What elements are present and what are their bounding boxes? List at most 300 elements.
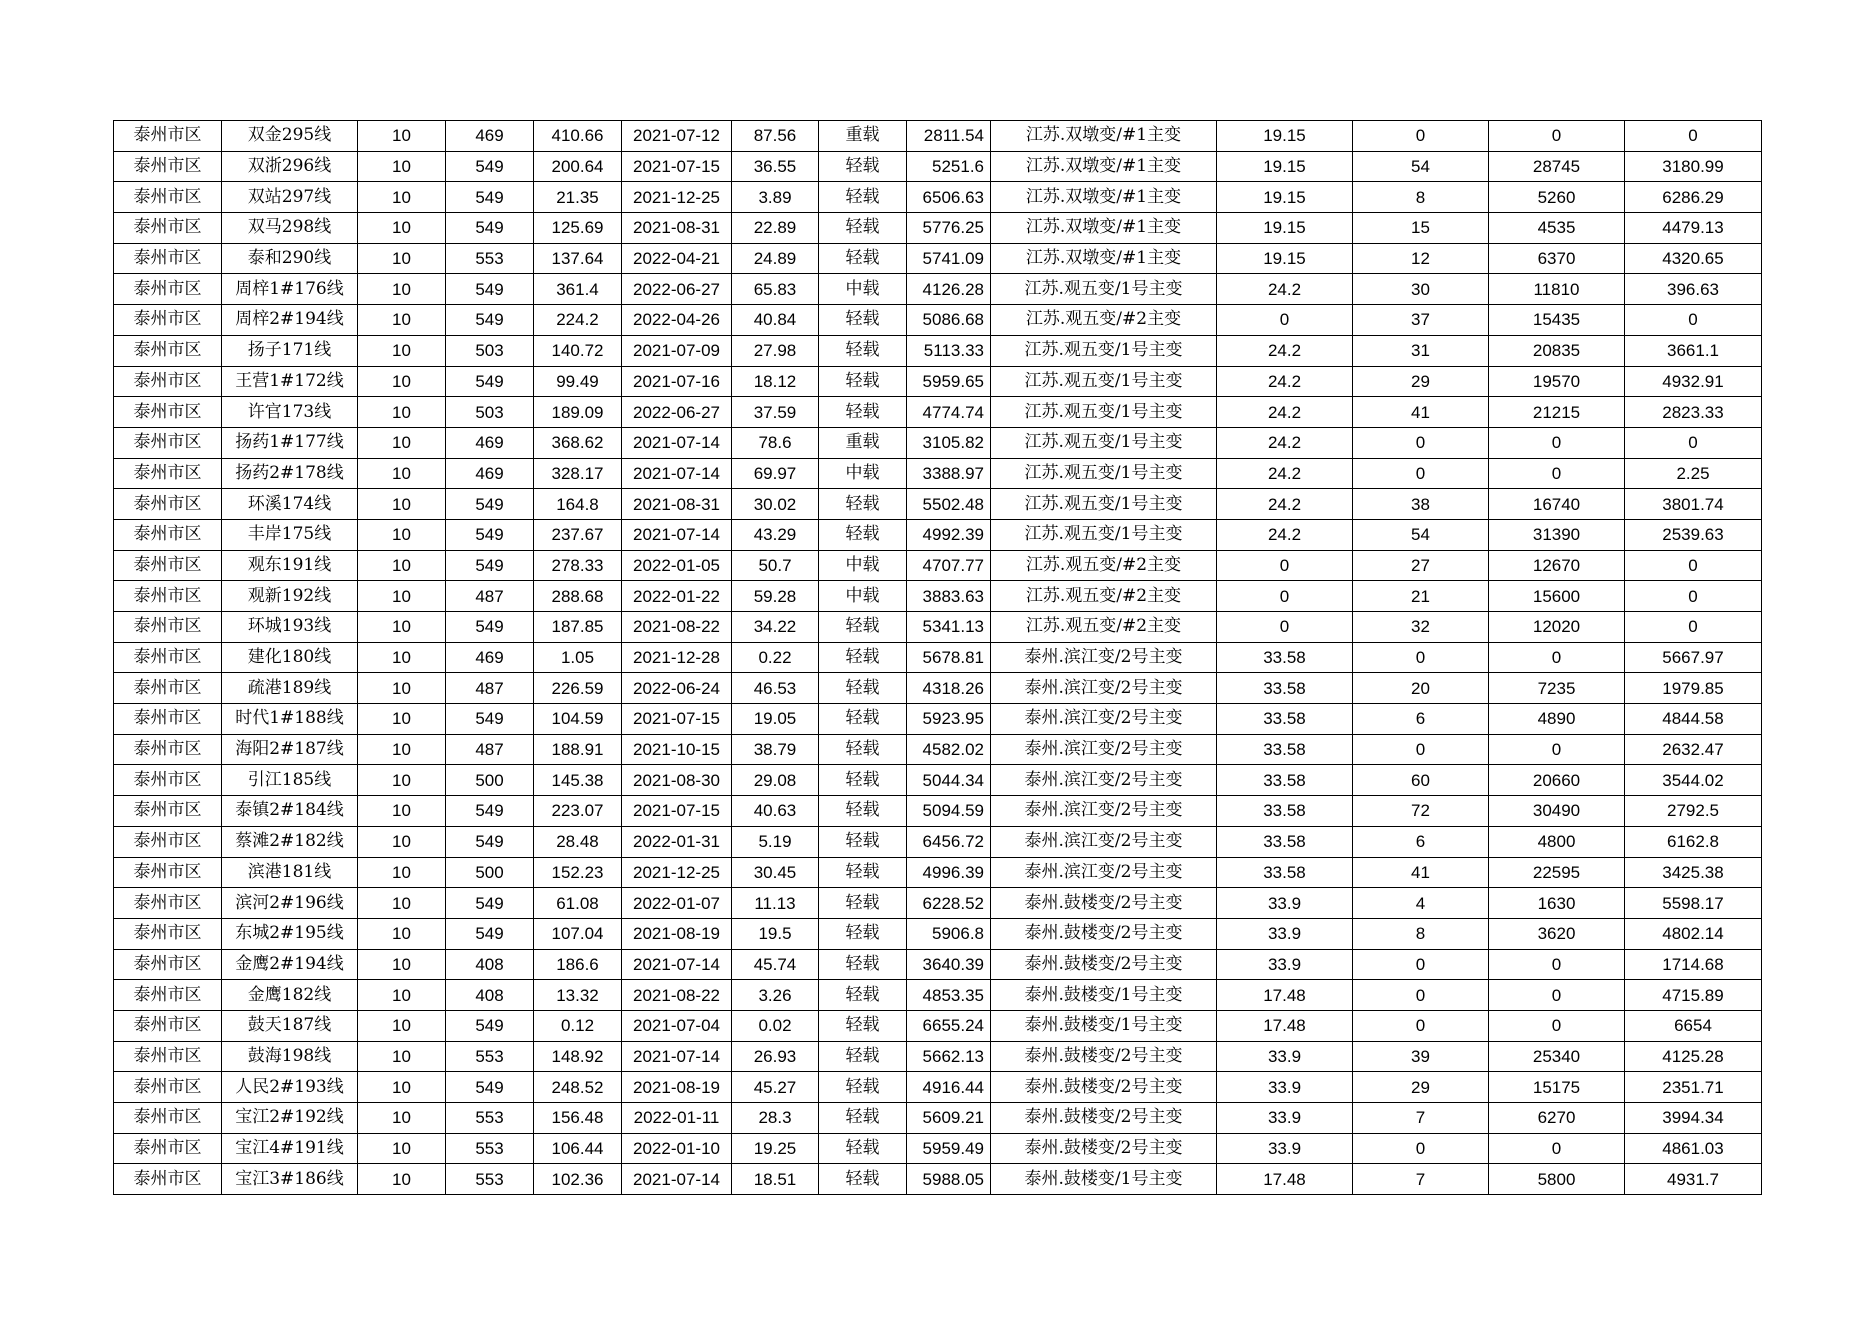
load-rate-cell: 36.55 [732, 151, 819, 182]
table-row [114, 213, 1762, 244]
transformer-load-cell: 19.15 [1217, 213, 1353, 244]
capacity-cell: 549 [446, 213, 534, 244]
count-cell: 21 [1353, 581, 1489, 612]
load-cell: 61.08 [534, 888, 622, 919]
capacity-cell: 469 [446, 642, 534, 673]
load-status-cell: 轻载 [819, 765, 907, 796]
value-cell: 0 [1625, 550, 1762, 581]
region-cell: 泰州市区 [114, 826, 222, 857]
load-rate-cell: 26.93 [732, 1041, 819, 1072]
transformer-cell: 泰州.鼓楼变/2号主变 [991, 1041, 1217, 1072]
load-status-cell: 中载 [819, 458, 907, 489]
margin-cell: 3105.82 [907, 427, 991, 458]
voltage-cell: 10 [358, 243, 446, 274]
value-cell: 0 [1625, 121, 1762, 152]
value-cell: 3425.38 [1625, 857, 1762, 888]
users-cell: 6270 [1489, 1103, 1625, 1134]
transformer-load-cell: 19.15 [1217, 243, 1353, 274]
date-cell: 2021-07-04 [622, 1010, 732, 1041]
table-row [114, 642, 1762, 673]
voltage-cell: 10 [358, 182, 446, 213]
count-cell: 29 [1353, 366, 1489, 397]
table-row [114, 581, 1762, 612]
transformer-cell: 泰州.滨江变/2号主变 [991, 796, 1217, 827]
voltage-cell: 10 [358, 765, 446, 796]
capacity-cell: 553 [446, 1103, 534, 1134]
users-cell: 30490 [1489, 796, 1625, 827]
count-cell: 72 [1353, 796, 1489, 827]
table-row [114, 918, 1762, 949]
users-cell: 0 [1489, 734, 1625, 765]
table-row [114, 857, 1762, 888]
users-cell: 1630 [1489, 888, 1625, 919]
capacity-cell: 549 [446, 274, 534, 305]
voltage-cell: 10 [358, 704, 446, 735]
table-row [114, 427, 1762, 458]
table-row [114, 366, 1762, 397]
margin-cell: 4916.44 [907, 1072, 991, 1103]
users-cell: 0 [1489, 458, 1625, 489]
table-row [114, 704, 1762, 735]
count-cell: 41 [1353, 397, 1489, 428]
voltage-cell: 10 [358, 673, 446, 704]
region-cell: 泰州市区 [114, 1133, 222, 1164]
region-cell: 泰州市区 [114, 489, 222, 520]
count-cell: 6 [1353, 704, 1489, 735]
margin-cell: 4996.39 [907, 857, 991, 888]
value-cell: 4844.58 [1625, 704, 1762, 735]
load-status-cell: 轻载 [819, 489, 907, 520]
capacity-cell: 549 [446, 1072, 534, 1103]
region-cell: 泰州市区 [114, 121, 222, 152]
value-cell: 4931.7 [1625, 1164, 1762, 1195]
load-status-cell: 轻载 [819, 734, 907, 765]
region-cell: 泰州市区 [114, 550, 222, 581]
count-cell: 0 [1353, 980, 1489, 1011]
transformer-load-cell: 0 [1217, 581, 1353, 612]
region-cell: 泰州市区 [114, 918, 222, 949]
load-cell: 152.23 [534, 857, 622, 888]
value-cell: 1979.85 [1625, 673, 1762, 704]
load-cell: 200.64 [534, 151, 622, 182]
load-rate-cell: 19.25 [732, 1133, 819, 1164]
voltage-cell: 10 [358, 796, 446, 827]
transformer-load-cell: 0 [1217, 612, 1353, 643]
value-cell: 2351.71 [1625, 1072, 1762, 1103]
margin-cell: 4992.39 [907, 519, 991, 550]
load-status-cell: 中载 [819, 274, 907, 305]
load-status-cell: 轻载 [819, 980, 907, 1011]
transformer-cell: 泰州.滨江变/2号主变 [991, 673, 1217, 704]
load-cell: 278.33 [534, 550, 622, 581]
users-cell: 4535 [1489, 213, 1625, 244]
count-cell: 15 [1353, 213, 1489, 244]
value-cell: 2.25 [1625, 458, 1762, 489]
transformer-cell: 江苏.双墩变/#1主变 [991, 182, 1217, 213]
line-name-cell: 泰镇2#184线 [222, 796, 358, 827]
date-cell: 2021-08-22 [622, 612, 732, 643]
transformer-load-cell: 33.58 [1217, 796, 1353, 827]
count-cell: 32 [1353, 612, 1489, 643]
margin-cell: 5662.13 [907, 1041, 991, 1072]
table-row [114, 734, 1762, 765]
transformer-load-cell: 17.48 [1217, 1164, 1353, 1195]
load-cell: 1.05 [534, 642, 622, 673]
margin-cell: 5988.05 [907, 1164, 991, 1195]
region-cell: 泰州市区 [114, 458, 222, 489]
capacity-cell: 549 [446, 366, 534, 397]
load-cell: 288.68 [534, 581, 622, 612]
load-rate-cell: 22.89 [732, 213, 819, 244]
load-rate-cell: 40.84 [732, 305, 819, 336]
load-cell: 148.92 [534, 1041, 622, 1072]
users-cell: 0 [1489, 121, 1625, 152]
load-status-cell: 轻载 [819, 182, 907, 213]
transformer-cell: 江苏.双墩变/#1主变 [991, 243, 1217, 274]
capacity-cell: 408 [446, 980, 534, 1011]
region-cell: 泰州市区 [114, 765, 222, 796]
value-cell: 2632.47 [1625, 734, 1762, 765]
transformer-load-cell: 33.9 [1217, 1072, 1353, 1103]
voltage-cell: 10 [358, 366, 446, 397]
line-name-cell: 蔡滩2#182线 [222, 826, 358, 857]
table-row [114, 980, 1762, 1011]
transformer-load-cell: 19.15 [1217, 121, 1353, 152]
transformer-load-cell: 17.48 [1217, 1010, 1353, 1041]
voltage-cell: 10 [358, 642, 446, 673]
transformer-cell: 江苏.观五变/#2主变 [991, 550, 1217, 581]
value-cell: 6654 [1625, 1010, 1762, 1041]
line-name-cell: 丰岸175线 [222, 519, 358, 550]
transformer-cell: 泰州.鼓楼变/1号主变 [991, 980, 1217, 1011]
users-cell: 0 [1489, 1133, 1625, 1164]
region-cell: 泰州市区 [114, 612, 222, 643]
margin-cell: 5959.49 [907, 1133, 991, 1164]
table-row [114, 550, 1762, 581]
capacity-cell: 549 [446, 612, 534, 643]
transformer-load-cell: 33.58 [1217, 642, 1353, 673]
users-cell: 31390 [1489, 519, 1625, 550]
date-cell: 2022-01-22 [622, 581, 732, 612]
capacity-cell: 553 [446, 1133, 534, 1164]
line-name-cell: 周梓1#176线 [222, 274, 358, 305]
margin-cell: 4774.74 [907, 397, 991, 428]
line-name-cell: 滨河2#196线 [222, 888, 358, 919]
users-cell: 11810 [1489, 274, 1625, 305]
line-name-cell: 许官173线 [222, 397, 358, 428]
transformer-cell: 江苏.观五变/1号主变 [991, 489, 1217, 520]
load-rate-cell: 87.56 [732, 121, 819, 152]
value-cell: 4479.13 [1625, 213, 1762, 244]
date-cell: 2022-06-24 [622, 673, 732, 704]
count-cell: 0 [1353, 121, 1489, 152]
transformer-cell: 泰州.滨江变/2号主变 [991, 765, 1217, 796]
line-name-cell: 金鹰2#194线 [222, 949, 358, 980]
transformer-cell: 泰州.滨江变/2号主变 [991, 642, 1217, 673]
voltage-cell: 10 [358, 1103, 446, 1134]
voltage-cell: 10 [358, 1164, 446, 1195]
margin-cell: 5923.95 [907, 704, 991, 735]
transformer-cell: 泰州.鼓楼变/1号主变 [991, 1010, 1217, 1041]
transformer-load-cell: 0 [1217, 550, 1353, 581]
users-cell: 7235 [1489, 673, 1625, 704]
load-cell: 125.69 [534, 213, 622, 244]
value-cell: 396.63 [1625, 274, 1762, 305]
count-cell: 0 [1353, 642, 1489, 673]
load-rate-cell: 30.45 [732, 857, 819, 888]
region-cell: 泰州市区 [114, 1164, 222, 1195]
line-name-cell: 环溪174线 [222, 489, 358, 520]
region-cell: 泰州市区 [114, 734, 222, 765]
margin-cell: 2811.54 [907, 121, 991, 152]
region-cell: 泰州市区 [114, 704, 222, 735]
transformer-cell: 江苏.观五变/#2主变 [991, 305, 1217, 336]
transformer-load-cell: 24.2 [1217, 519, 1353, 550]
transformer-cell: 江苏.观五变/1号主变 [991, 366, 1217, 397]
transformer-cell: 江苏.观五变/#2主变 [991, 581, 1217, 612]
line-name-cell: 观东191线 [222, 550, 358, 581]
date-cell: 2021-07-15 [622, 704, 732, 735]
load-rate-cell: 18.51 [732, 1164, 819, 1195]
load-status-cell: 轻载 [819, 888, 907, 919]
value-cell: 1714.68 [1625, 949, 1762, 980]
table-row [114, 612, 1762, 643]
table-row [114, 1041, 1762, 1072]
transformer-cell: 泰州.滨江变/2号主变 [991, 826, 1217, 857]
count-cell: 0 [1353, 949, 1489, 980]
capacity-cell: 549 [446, 796, 534, 827]
count-cell: 39 [1353, 1041, 1489, 1072]
load-cell: 13.32 [534, 980, 622, 1011]
load-rate-cell: 0.02 [732, 1010, 819, 1041]
load-rate-cell: 30.02 [732, 489, 819, 520]
value-cell: 0 [1625, 427, 1762, 458]
transformer-load-cell: 17.48 [1217, 980, 1353, 1011]
margin-cell: 5776.25 [907, 213, 991, 244]
load-rate-cell: 28.3 [732, 1103, 819, 1134]
date-cell: 2021-07-12 [622, 121, 732, 152]
region-cell: 泰州市区 [114, 335, 222, 366]
users-cell: 12020 [1489, 612, 1625, 643]
transformer-cell: 江苏.观五变/#2主变 [991, 612, 1217, 643]
margin-cell: 3883.63 [907, 581, 991, 612]
value-cell: 3661.1 [1625, 335, 1762, 366]
users-cell: 20660 [1489, 765, 1625, 796]
date-cell: 2022-04-21 [622, 243, 732, 274]
load-rate-cell: 40.63 [732, 796, 819, 827]
voltage-cell: 10 [358, 274, 446, 305]
line-name-cell: 双金295线 [222, 121, 358, 152]
count-cell: 7 [1353, 1164, 1489, 1195]
capacity-cell: 500 [446, 857, 534, 888]
count-cell: 0 [1353, 458, 1489, 489]
table-row [114, 796, 1762, 827]
region-cell: 泰州市区 [114, 213, 222, 244]
value-cell: 4125.28 [1625, 1041, 1762, 1072]
capacity-cell: 549 [446, 519, 534, 550]
margin-cell: 5741.09 [907, 243, 991, 274]
table-body [114, 121, 1762, 1195]
margin-cell: 4707.77 [907, 550, 991, 581]
load-rate-cell: 45.74 [732, 949, 819, 980]
date-cell: 2021-08-31 [622, 489, 732, 520]
load-status-cell: 轻载 [819, 1072, 907, 1103]
transformer-load-cell: 33.58 [1217, 734, 1353, 765]
capacity-cell: 500 [446, 765, 534, 796]
value-cell: 4320.65 [1625, 243, 1762, 274]
region-cell: 泰州市区 [114, 949, 222, 980]
region-cell: 泰州市区 [114, 796, 222, 827]
users-cell: 12670 [1489, 550, 1625, 581]
capacity-cell: 553 [446, 1164, 534, 1195]
line-name-cell: 宝江4#191线 [222, 1133, 358, 1164]
region-cell: 泰州市区 [114, 243, 222, 274]
value-cell: 0 [1625, 305, 1762, 336]
load-rate-cell: 5.19 [732, 826, 819, 857]
region-cell: 泰州市区 [114, 519, 222, 550]
date-cell: 2021-07-14 [622, 1041, 732, 1072]
table-row [114, 121, 1762, 152]
line-name-cell: 扬药2#178线 [222, 458, 358, 489]
load-rate-cell: 27.98 [732, 335, 819, 366]
margin-cell: 5113.33 [907, 335, 991, 366]
line-name-cell: 时代1#188线 [222, 704, 358, 735]
load-status-cell: 轻载 [819, 918, 907, 949]
value-cell: 4715.89 [1625, 980, 1762, 1011]
region-cell: 泰州市区 [114, 1072, 222, 1103]
count-cell: 31 [1353, 335, 1489, 366]
margin-cell: 3388.97 [907, 458, 991, 489]
load-rate-cell: 50.7 [732, 550, 819, 581]
load-cell: 410.66 [534, 121, 622, 152]
transformer-cell: 泰州.鼓楼变/2号主变 [991, 918, 1217, 949]
count-cell: 6 [1353, 826, 1489, 857]
load-status-cell: 轻载 [819, 305, 907, 336]
voltage-cell: 10 [358, 826, 446, 857]
load-status-cell: 轻载 [819, 612, 907, 643]
date-cell: 2021-08-30 [622, 765, 732, 796]
date-cell: 2021-12-28 [622, 642, 732, 673]
capacity-cell: 408 [446, 949, 534, 980]
users-cell: 15435 [1489, 305, 1625, 336]
region-cell: 泰州市区 [114, 888, 222, 919]
transformer-load-cell: 33.9 [1217, 949, 1353, 980]
date-cell: 2021-07-15 [622, 151, 732, 182]
region-cell: 泰州市区 [114, 182, 222, 213]
load-status-cell: 轻载 [819, 366, 907, 397]
table-row [114, 274, 1762, 305]
transformer-load-cell: 24.2 [1217, 458, 1353, 489]
date-cell: 2021-07-14 [622, 458, 732, 489]
line-name-cell: 金鹰182线 [222, 980, 358, 1011]
transformer-load-cell: 24.2 [1217, 427, 1353, 458]
load-cell: 102.36 [534, 1164, 622, 1195]
value-cell: 0 [1625, 581, 1762, 612]
margin-cell: 5609.21 [907, 1103, 991, 1134]
date-cell: 2022-01-31 [622, 826, 732, 857]
voltage-cell: 10 [358, 427, 446, 458]
count-cell: 0 [1353, 734, 1489, 765]
voltage-cell: 10 [358, 151, 446, 182]
users-cell: 3620 [1489, 918, 1625, 949]
load-cell: 164.8 [534, 489, 622, 520]
table-row [114, 673, 1762, 704]
date-cell: 2021-07-14 [622, 519, 732, 550]
transformer-load-cell: 33.9 [1217, 1133, 1353, 1164]
transformer-cell: 江苏.双墩变/#1主变 [991, 213, 1217, 244]
margin-cell: 4126.28 [907, 274, 991, 305]
capacity-cell: 553 [446, 243, 534, 274]
value-cell: 4932.91 [1625, 366, 1762, 397]
load-status-cell: 轻载 [819, 642, 907, 673]
table-row [114, 1072, 1762, 1103]
voltage-cell: 10 [358, 489, 446, 520]
capacity-cell: 553 [446, 1041, 534, 1072]
load-cell: 140.72 [534, 335, 622, 366]
transformer-cell: 江苏.观五变/1号主变 [991, 397, 1217, 428]
users-cell: 19570 [1489, 366, 1625, 397]
value-cell: 4802.14 [1625, 918, 1762, 949]
load-status-cell: 轻载 [819, 949, 907, 980]
margin-cell: 5094.59 [907, 796, 991, 827]
region-cell: 泰州市区 [114, 980, 222, 1011]
load-rate-cell: 45.27 [732, 1072, 819, 1103]
voltage-cell: 10 [358, 980, 446, 1011]
capacity-cell: 549 [446, 305, 534, 336]
transformer-load-cell: 33.9 [1217, 888, 1353, 919]
value-cell: 3180.99 [1625, 151, 1762, 182]
line-name-cell: 环城193线 [222, 612, 358, 643]
voltage-cell: 10 [358, 335, 446, 366]
count-cell: 30 [1353, 274, 1489, 305]
load-cell: 248.52 [534, 1072, 622, 1103]
region-cell: 泰州市区 [114, 642, 222, 673]
date-cell: 2022-06-27 [622, 397, 732, 428]
transformer-load-cell: 33.58 [1217, 857, 1353, 888]
load-status-cell: 轻载 [819, 1041, 907, 1072]
line-name-cell: 滨港181线 [222, 857, 358, 888]
count-cell: 4 [1353, 888, 1489, 919]
transformer-load-cell: 33.58 [1217, 826, 1353, 857]
capacity-cell: 549 [446, 1010, 534, 1041]
load-cell: 21.35 [534, 182, 622, 213]
region-cell: 泰州市区 [114, 1010, 222, 1041]
table-row [114, 489, 1762, 520]
users-cell: 28745 [1489, 151, 1625, 182]
load-cell: 187.85 [534, 612, 622, 643]
line-name-cell: 东城2#195线 [222, 918, 358, 949]
voltage-cell: 10 [358, 857, 446, 888]
line-name-cell: 宝江3#186线 [222, 1164, 358, 1195]
capacity-cell: 469 [446, 458, 534, 489]
users-cell: 5260 [1489, 182, 1625, 213]
date-cell: 2021-08-31 [622, 213, 732, 244]
count-cell: 20 [1353, 673, 1489, 704]
count-cell: 27 [1353, 550, 1489, 581]
capacity-cell: 487 [446, 673, 534, 704]
value-cell: 4861.03 [1625, 1133, 1762, 1164]
capacity-cell: 469 [446, 427, 534, 458]
transformer-cell: 江苏.双墩变/#1主变 [991, 121, 1217, 152]
load-status-cell: 轻载 [819, 1133, 907, 1164]
margin-cell: 5906.8 [907, 918, 991, 949]
date-cell: 2022-01-07 [622, 888, 732, 919]
capacity-cell: 469 [446, 121, 534, 152]
capacity-cell: 549 [446, 550, 534, 581]
line-name-cell: 双浙296线 [222, 151, 358, 182]
table-row [114, 1133, 1762, 1164]
load-status-cell: 中载 [819, 550, 907, 581]
